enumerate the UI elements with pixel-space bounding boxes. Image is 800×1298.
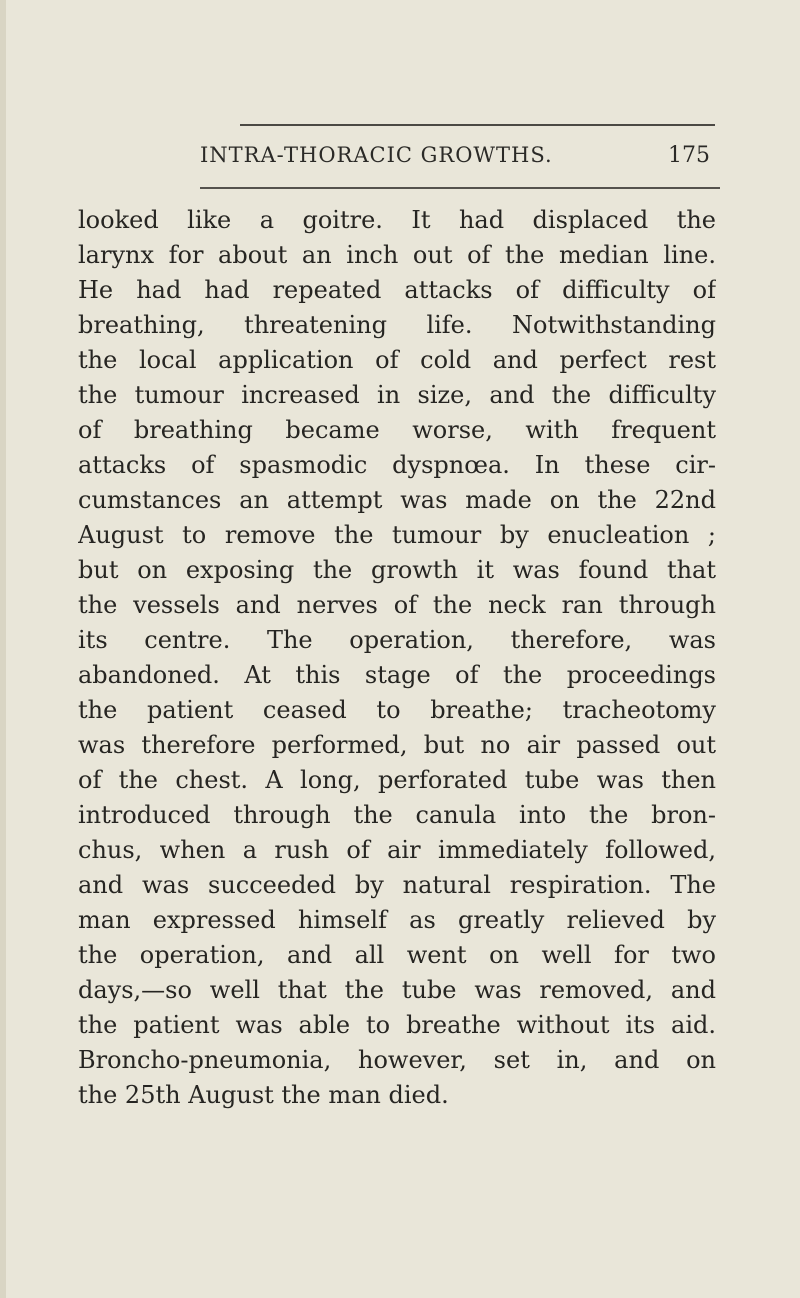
header-bottom-rule: [200, 187, 720, 189]
text-line: the 25th August the man died.: [78, 1081, 449, 1109]
text-line: the patient ceased to breathe; tracheotomy: [78, 696, 716, 724]
text-line: attacks of spasmodic dyspnœa. In these cir-: [78, 451, 716, 479]
text-line: the patient was able to breathe without its aid.: [78, 1011, 716, 1039]
text-line: Broncho-pneumonia, however, set in, and on: [78, 1046, 716, 1074]
body-paragraph: [78, 203, 716, 1113]
running-header: [200, 143, 720, 177]
text-line: and was succeeded by natural respiration. The: [78, 871, 716, 899]
page-number: 175: [668, 143, 710, 168]
text-line: He had had repeated attacks of difficulty of: [78, 276, 716, 304]
page-edge-shadow: [0, 0, 6, 1298]
text-line: was therefore performed, but no air passed out: [78, 731, 716, 759]
text-line: the operation, and all went on well for two: [78, 941, 716, 969]
running-title: INTRA-THORACIC GROWTHS.: [200, 143, 553, 167]
text-line: looked like a goitre. It had displaced the: [78, 206, 716, 234]
text-line: breathing, threatening life. Notwithstanding: [78, 311, 716, 339]
text-line: introduced through the canula into the bron-: [78, 801, 716, 829]
text-line: cumstances an attempt was made on the 22nd: [78, 486, 716, 514]
header-top-rule: [240, 124, 715, 126]
text-line: the local application of cold and perfect rest: [78, 346, 716, 374]
text-line: abandoned. At this stage of the proceedings: [78, 661, 716, 689]
text-line: days,—so well that the tube was removed, and: [78, 976, 716, 1004]
text-line: its centre. The operation, therefore, was: [78, 626, 716, 654]
text-line: the vessels and nerves of the neck ran through: [78, 591, 716, 619]
text-line: larynx for about an inch out of the median line.: [78, 241, 716, 269]
text-line: chus, when a rush of air immediately followed,: [78, 836, 716, 864]
text-line: the tumour increased in size, and the difficulty: [78, 381, 716, 409]
text-line: August to remove the tumour by enucleation ;: [78, 521, 716, 549]
text-line: man expressed himself as greatly relieved by: [78, 906, 716, 934]
text-line: of the chest. A long, perforated tube was then: [78, 766, 716, 794]
text-line: of breathing became worse, with frequent: [78, 416, 716, 444]
text-line: but on exposing the growth it was found that: [78, 556, 716, 584]
